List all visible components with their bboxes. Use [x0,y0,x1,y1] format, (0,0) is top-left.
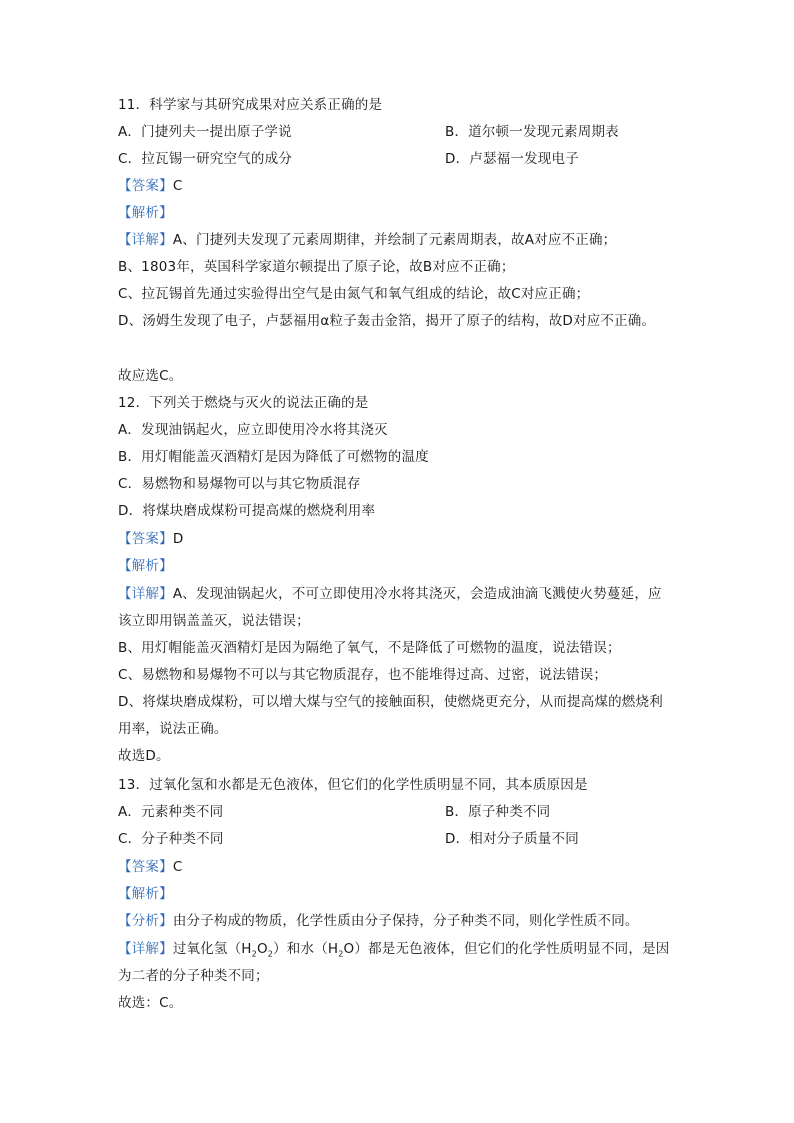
q12-option-c: C．易燃物和易爆物可以与其它物质混存 [118,476,361,492]
q12-detail-line-3: B、用灯帽能盖灭酒精灯是因为隔绝了氧气，不是降低了可燃物的温度，说法错误； [118,640,621,656]
q11-detail-line-4: D、汤姆生发现了电子，卢瑟福用α粒子轰击金箔，揭开了原子的结构，故D对应不正确。 [118,313,656,329]
q13-detail-line-1: 【详解】过氧化氢$(H_2O_2)$和水$(H_2O)$都是无色液体，但它们的化学性质明显不同，是因 [118,941,670,959]
q12-option-a: A．发现油锅起火，应立即使用冷水将其浇灭 [118,422,388,438]
q12-conclusion: 故选D。 [118,748,170,764]
q11-conclusion: 故应选C。 [118,368,183,384]
detail-tag: 【详解】 [118,586,173,602]
q11-option-a: A．门捷列夫一提出原子学说 [118,124,292,140]
q13-option-b: B．原子种类不同 [445,804,551,820]
q12-option-b: B．用灯帽能盖灭酒精灯是因为降低了可燃物的温度 [118,449,429,465]
q11-analysis-tag: 【解析】 [118,205,173,221]
answer-tag: 【答案】 [118,531,173,547]
q13-option-c: C．分子种类不同 [118,831,224,847]
answer-tag: 【答案】 [118,859,173,875]
q12-option-d: D．将煤块磨成煤粉可提高煤的燃烧利用率 [118,503,376,519]
q13-analysis-line: 【分析】由分子构成的物质，化学性质由分子保持，分子种类不同，则化学性质不同。 [118,913,639,929]
q13-stem: 13．过氧化氢和水都是无色液体，但它们的化学性质明显不同，其本质原因是 [118,777,588,793]
q13-detail-line-2: 为二者的分子种类不同； [118,968,269,984]
detail-tag: 【详解】 [118,941,173,957]
answer-value: C [172,178,183,194]
q11-detail-line-3: C、拉瓦锡首先通过实验得出空气是由氮气和氧气组成的结论，故C对应正确； [118,286,590,302]
q11-option-c: C．拉瓦锡一研究空气的成分 [118,151,293,167]
q13-option-d: D．相对分子质量不同 [445,831,579,847]
q13-analysis-tag: 【解析】 [118,886,173,902]
q12-answer-line [118,530,183,548]
q11-stem: 11．科学家与其研究成果对应关系正确的是 [118,97,383,113]
q11-answer-line [118,177,182,195]
q13-conclusion: 故选：C。 [118,995,183,1011]
q12-analysis-tag: 【解析】 [118,558,173,574]
q11-detail-line-1: 【详解】A、门捷列夫发现了元素周期律，并绘制了元素周期表，故A对应不正确； [118,232,617,248]
q12-detail-line-1: 【详解】A、发现油锅起火，不可立即使用冷水将其浇灭，会造成油滴飞溅使火势蔓延，应 [118,586,662,602]
q11-detail-line-2: B、1803年，英国科学家道尔顿提出了原子论，故B对应不正确； [118,259,515,275]
answer-value: C [172,859,183,875]
answer-tag: 【答案】 [118,178,173,194]
q13-answer-line [118,858,182,876]
q13-option-a: A．元素种类不同 [118,804,224,820]
analysis-tag: 【分析】 [118,913,173,929]
q12-detail-line-6: 用率，说法正确。 [118,721,228,737]
q12-stem: 12．下列关于燃烧与灭火的说法正确的是 [118,395,369,411]
q11-option-b: B．道尔顿一发现元素周期表 [445,124,619,140]
q11-option-d: D．卢瑟福一发现电子 [445,151,579,167]
answer-value: D [172,531,184,547]
q12-detail-line-5: D、将煤块磨成煤粉，可以增大煤与空气的接触面积，使燃烧更充分，从而提高煤的燃烧利 [118,694,663,710]
detail-tag: 【详解】 [118,232,173,248]
q12-detail-line-4: C、易燃物和易爆物不可以与其它物质混存，也不能堆得过高、过密，说法错误； [118,667,608,683]
q12-detail-line-2: 该立即用锅盖盖灭，说法错误； [118,613,310,629]
